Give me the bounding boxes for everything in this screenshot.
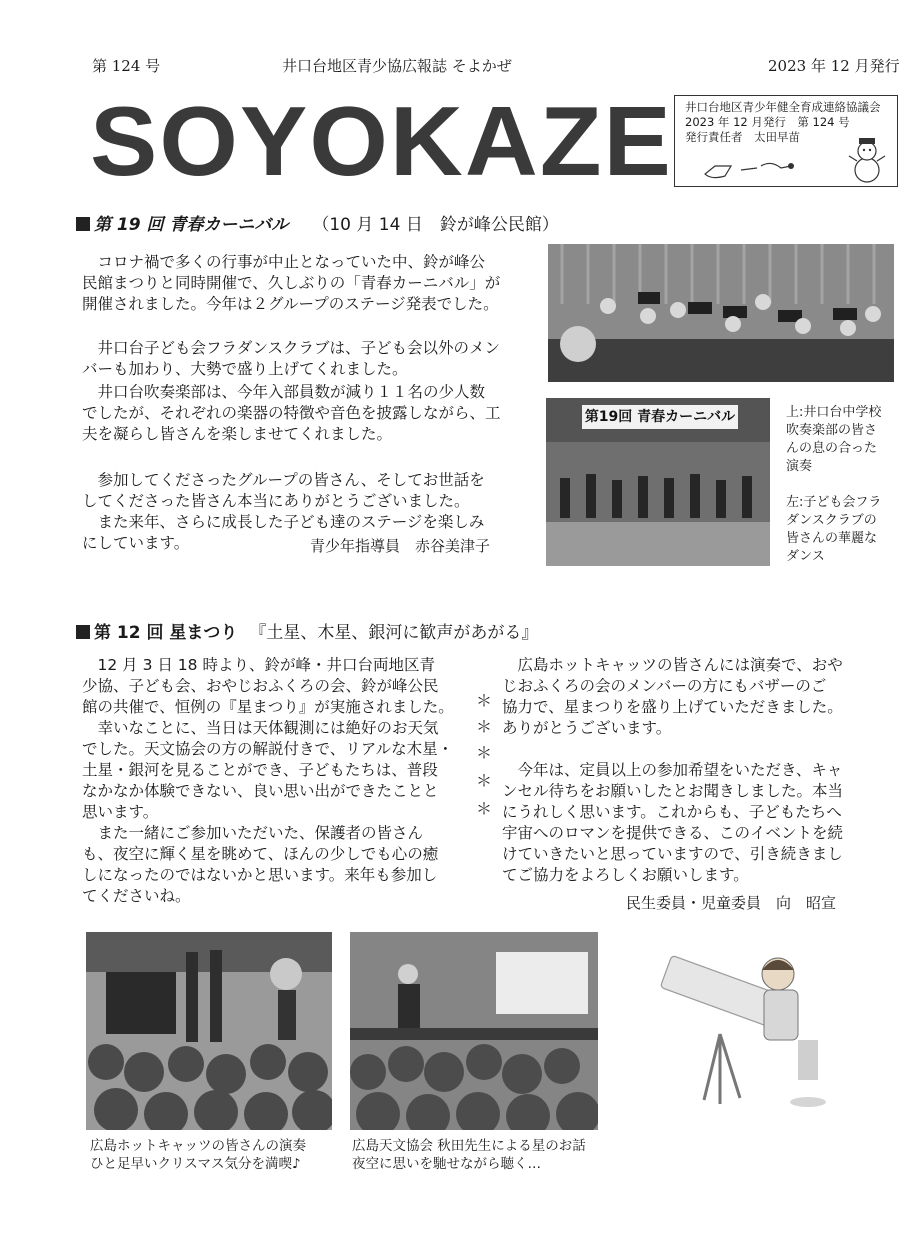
text-line: 今年は、定員以上の参加希望をいただき、キャ — [502, 761, 843, 779]
publication-date: 2023 年 12 月発行 — [768, 57, 900, 75]
text-line: 少協、子ども会、おやじおふくろの会、鈴が峰公民 — [82, 677, 439, 695]
text-line: も、夜空に輝く星を眺めて、ほんの少しでも心の癒 — [82, 845, 439, 863]
caption-line: ダンス — [786, 549, 825, 564]
caption-line: 広島ホットキャッツの皆さんの演奏 — [90, 1138, 306, 1154]
text-line: なかなか体験できない、良い思い出ができたことと — [82, 782, 439, 800]
sleigh-icon — [701, 154, 821, 182]
article2-heading-sub: 『土星、木星、銀河に歓声があがる』 — [249, 623, 539, 643]
star-mark: ＊ — [476, 691, 493, 710]
heading-bullet-icon — [76, 217, 90, 231]
text-line: 井口台吹奏楽部は、今年入部員数が減り１１名の少人数 — [82, 383, 486, 401]
caption-line: 広島天文協会 秋田先生による星のお話 — [352, 1138, 586, 1154]
caption-line: 皆さんの華麗な — [786, 531, 878, 546]
masthead-title: SOYOKAZE — [90, 86, 673, 196]
article1-heading-prefix: 第 19 回 — [94, 215, 164, 235]
text-line: にしています。 — [82, 534, 190, 552]
publisher-org: 井口台地区青少年健全育成連絡協議会 — [685, 100, 881, 114]
astronomy-photo-illustration — [350, 932, 598, 1130]
publisher-responsible: 発行責任者 太田早苗 — [685, 130, 800, 144]
text-line: 参加してくださったグループの皆さん、そしてお世話を — [82, 471, 485, 489]
text-line: 館の共催で、恒例の『星まつり』が実施されました。 — [82, 698, 454, 716]
text-line: してくださった皆さん本当にありがとうございました。 — [82, 492, 470, 510]
band-photo-illustration — [548, 244, 894, 382]
star-mark: ＊ — [476, 743, 493, 762]
text-line — [502, 739, 843, 760]
text-line: でしたが、それぞれの楽器の特徴や音色を披露しながら、工 — [82, 404, 501, 422]
text-line: てくださいね。 — [82, 887, 191, 905]
caption-line: 上:井口台中学校 — [786, 405, 882, 420]
publisher-issue-line: 2023 年 12 月発行 第 124 号 — [685, 115, 850, 129]
article2-signature: 民生委員・児童委員 向 昭宣 — [626, 894, 837, 912]
text-line: じおふくろの会のメンバーの方にもバザーのご — [502, 677, 827, 695]
text-line: 思います。 — [82, 803, 159, 821]
caption-line: 左:子ども会フラ — [786, 495, 882, 510]
article1-signature: 青少年指導員 赤谷美津子 — [310, 537, 491, 555]
caption-line: ダンスクラブの — [786, 513, 877, 528]
caption-line: ひと足早いクリスマス気分を満喫♪ — [90, 1156, 301, 1172]
article2-heading-prefix: 第 12 回 — [94, 623, 164, 643]
text-line: 民館まつりと同時開催で、久しぶりの「青春カーニバル」が — [82, 274, 501, 292]
caption-band-photo — [786, 404, 881, 476]
text-line: けていきたいと思っていますので、引き続きまし — [502, 845, 843, 863]
text-line: 幸いなことに、当日は天体観測には絶好のお天気 — [82, 719, 439, 737]
article1-paragraph-1 — [82, 252, 500, 315]
text-line: バーも加わり、大勢で盛り上げてくれました。 — [82, 360, 408, 378]
hotcats-photo-illustration — [86, 932, 332, 1130]
issue-number: 第 124 号 — [92, 57, 161, 75]
article1-heading-title: 青春カーニバル — [169, 215, 289, 235]
text-line: 協力で、星まつりを盛り上げていただきました。 — [502, 698, 843, 716]
text-line: コロナ禍で多くの行事が中止となっていた中、鈴が峰公 — [82, 253, 486, 271]
text-line: 12 月 3 日 18 時より、鈴が峰・井口台両地区青 — [82, 656, 435, 674]
publication-name: 井口台地区青少協広報誌 そよかぜ — [282, 57, 512, 75]
text-line: 広島ホットキャッツの皆さんには演奏で、おや — [502, 656, 843, 674]
text-line: ありがとうございます。 — [502, 719, 672, 737]
article2-right-column — [502, 655, 843, 886]
caption-astronomy-photo — [352, 1137, 586, 1173]
star-mark: ＊ — [476, 771, 493, 790]
text-line: 宇宙へのロマンを提供できる、このイベントを続 — [502, 824, 844, 842]
article2-heading — [76, 618, 538, 643]
snowman-icon — [843, 134, 891, 184]
text-line: 井口台子ども会フラダンスクラブは、子ども会以外のメン — [82, 339, 501, 357]
star-mark: ＊ — [476, 799, 493, 818]
article1-heading-sub: （10 月 14 日 鈴が峰公民館） — [312, 215, 559, 235]
caption-hula-photo — [786, 494, 881, 566]
caption-hotcats-photo — [90, 1137, 306, 1173]
article1-paragraph-2 — [82, 338, 500, 380]
heading-bullet-icon — [76, 625, 90, 639]
hotcats-performance-photo — [86, 932, 332, 1130]
caption-line: 演奏 — [786, 459, 813, 474]
article1-paragraph-3 — [82, 382, 501, 445]
article2-heading-title: 星まつり — [169, 623, 238, 643]
article1-heading — [76, 210, 559, 235]
article2-left-column — [82, 655, 454, 907]
star-mark: ＊ — [476, 717, 493, 736]
text-line: にうれしく思います。これからも、子どもたちへ — [502, 803, 842, 821]
caption-line: 夜空に思いを馳せながら聴く… — [352, 1156, 541, 1172]
text-line: また一緒にご参加いただいた、保護者の皆さん — [82, 824, 424, 842]
hula-dance-photo — [546, 398, 770, 566]
telescope-child-illustration — [648, 944, 848, 1124]
text-line: ンセル待ちをお願いしたとお聞きしました。本当 — [502, 782, 844, 800]
photo-banner-text: 第19回 青春カーニバル — [584, 409, 736, 425]
publisher-info-box — [674, 95, 898, 187]
text-line: 土星・銀河を見ることができ、子どもたちは、普段 — [82, 761, 438, 779]
text-line: てご協力をよろしくお願いします。 — [502, 866, 749, 884]
text-line: 開催されました。今年は２グループのステージ発表でした。 — [82, 295, 499, 313]
text-line: 夫を凝らし皆さんを楽しませてくれました。 — [82, 425, 393, 443]
band-performance-photo — [548, 244, 894, 382]
text-line: でした。天文協会の方の解説付きで、リアルな木星・ — [82, 740, 454, 758]
text-line: また来年、さらに成長した子ども達のステージを楽しみ — [82, 513, 485, 531]
caption-line: 吹奏楽部の皆さ — [786, 423, 878, 438]
caption-line: んの息の合った — [786, 441, 878, 456]
astronomy-talk-photo — [350, 932, 598, 1130]
text-line: しになったのではないかと思います。来年も参加し — [82, 866, 438, 884]
